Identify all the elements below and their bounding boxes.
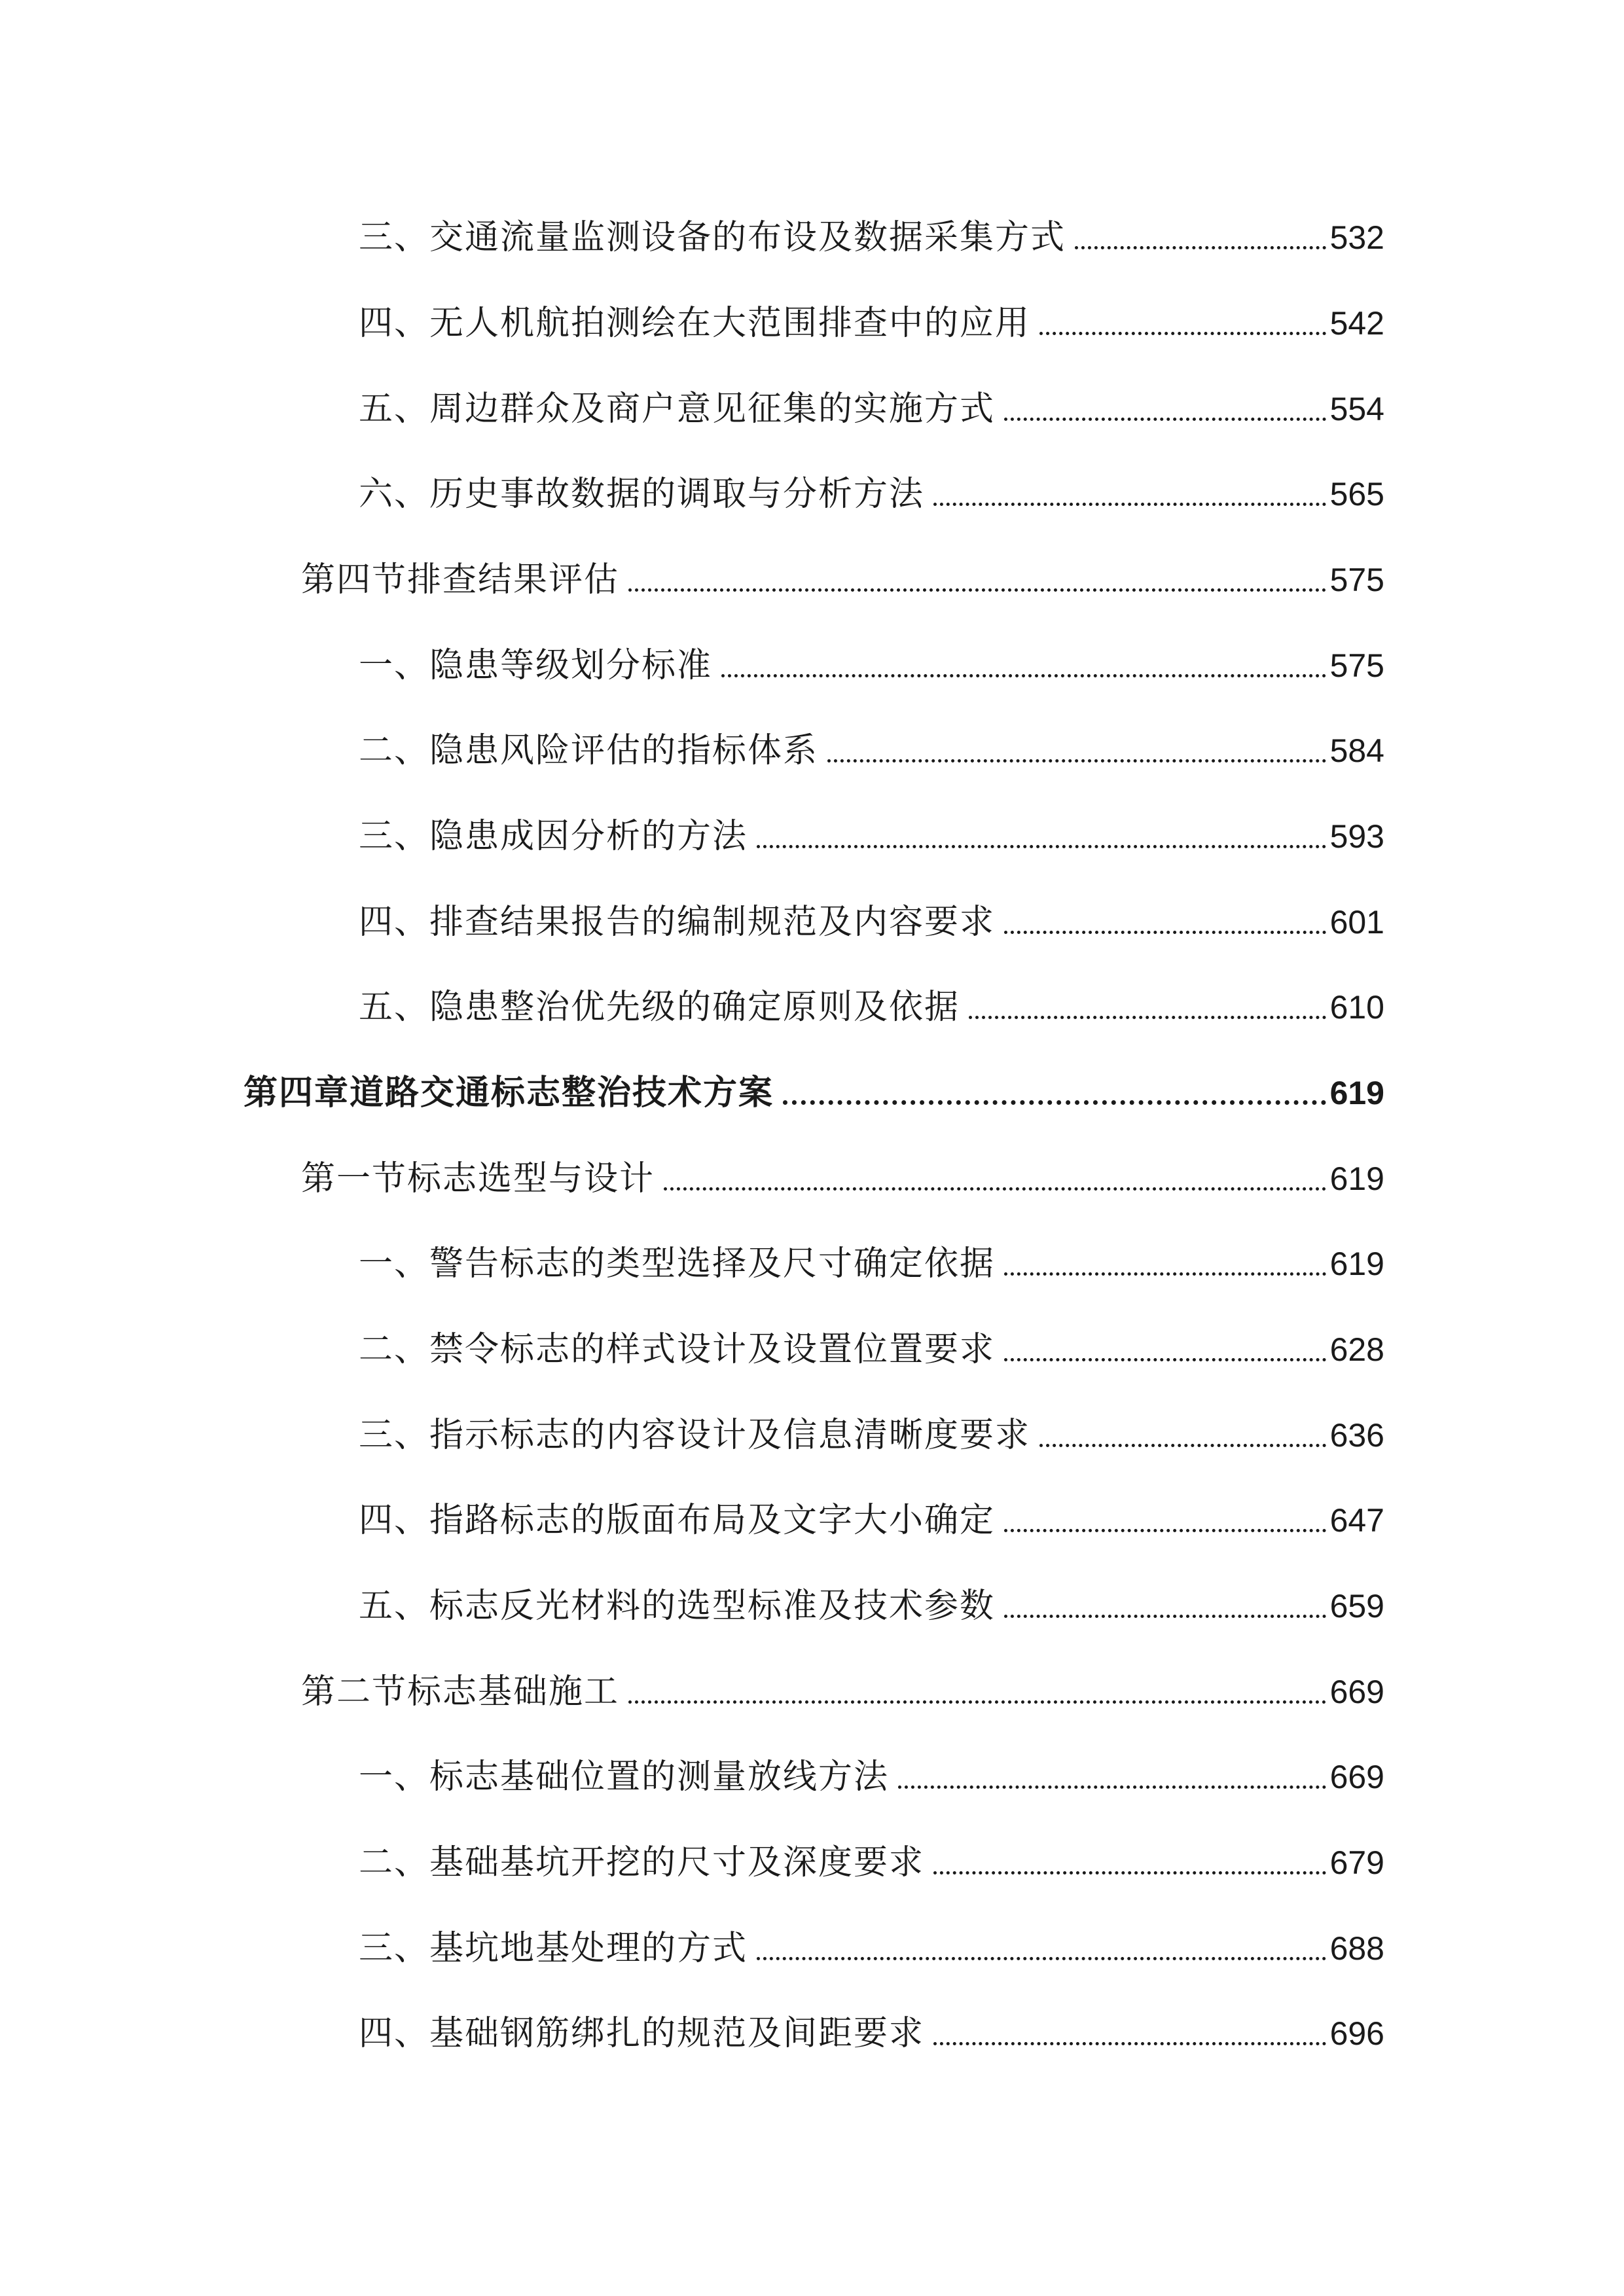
- toc-entry-page: 669: [1329, 1759, 1384, 1795]
- dot-leader: [628, 554, 1326, 606]
- dot-leader: [664, 1153, 1326, 1205]
- toc-entry-page: 610: [1329, 989, 1384, 1026]
- toc-entry-title: 一、标志基础位置的测量放线方法: [359, 1757, 890, 1797]
- toc-entry-page: 669: [1329, 1674, 1384, 1710]
- toc-entry-page: 593: [1329, 818, 1384, 855]
- toc-entry[interactable]: [359, 1494, 1384, 1547]
- toc-entry-title: 第四节排查结果评估: [301, 560, 620, 600]
- toc-entry[interactable]: [359, 981, 1384, 1033]
- toc-entry[interactable]: [359, 725, 1384, 777]
- toc-entry-page: 554: [1329, 391, 1384, 427]
- toc-entry-title: 一、警告标志的类型选择及尺寸确定依据: [359, 1244, 996, 1283]
- toc-entry-page: 619: [1329, 1246, 1384, 1282]
- toc-entry-page: 584: [1329, 732, 1384, 769]
- dot-leader: [827, 725, 1326, 777]
- toc-entry-title: 三、隐患成因分析的方法: [359, 817, 748, 856]
- toc-entry-title: 三、交通流量监测设备的布设及数据采集方式: [359, 218, 1066, 257]
- toc-entry[interactable]: [301, 554, 1384, 606]
- toc-entry-title: 二、隐患风险评估的指标体系: [359, 731, 819, 770]
- dot-leader: [933, 1837, 1326, 1889]
- toc-entry-title: 四、基础钢筋绑扎的规范及间距要求: [359, 2014, 925, 2053]
- toc-entry-title: 三、指示标志的内容设计及信息清晰度要求: [359, 1416, 1031, 1455]
- dot-leader: [1004, 1494, 1326, 1547]
- toc-entry[interactable]: [359, 1922, 1384, 1975]
- toc-entry-page: 575: [1329, 562, 1384, 598]
- toc-entry-page: 647: [1329, 1502, 1384, 1539]
- toc-entry-page: 619: [1329, 1160, 1384, 1197]
- dot-leader: [933, 2007, 1326, 2060]
- toc-entry-title: 六、历史事故数据的调取与分析方法: [359, 475, 925, 514]
- toc-entry-title: 二、禁令标志的样式设计及设置位置要求: [359, 1330, 996, 1369]
- toc-entry[interactable]: [359, 896, 1384, 948]
- toc-entry-page: 659: [1329, 1588, 1384, 1624]
- toc-entry[interactable]: [359, 1323, 1384, 1376]
- toc-entry[interactable]: [359, 2007, 1384, 2060]
- dot-leader: [757, 1922, 1326, 1975]
- dot-leader: [628, 1666, 1326, 1718]
- toc-entry[interactable]: [301, 1153, 1384, 1205]
- toc-entry-page: 532: [1329, 219, 1384, 256]
- dot-leader: [1039, 1409, 1326, 1462]
- dot-leader: [783, 1067, 1326, 1119]
- toc-entry-title: 五、隐患整治优先级的确定原则及依据: [359, 988, 960, 1027]
- toc-entry[interactable]: [359, 468, 1384, 520]
- toc-entry[interactable]: [359, 1238, 1384, 1290]
- toc-entry[interactable]: [359, 1837, 1384, 1889]
- toc-entry-title: 第一节标志选型与设计: [301, 1159, 655, 1198]
- dot-leader: [933, 468, 1326, 520]
- dot-leader: [721, 639, 1326, 692]
- toc-entry[interactable]: [359, 297, 1384, 350]
- toc-entry[interactable]: [359, 1751, 1384, 1803]
- toc-entry[interactable]: [359, 1409, 1384, 1462]
- toc-entry-chapter[interactable]: [244, 1067, 1384, 1119]
- dot-leader: [1004, 1238, 1326, 1290]
- dot-leader: [969, 981, 1326, 1033]
- toc-entry-title: 五、周边群众及商户意见征集的实施方式: [359, 389, 996, 429]
- toc-entry-page: 619: [1329, 1075, 1384, 1111]
- toc-entry-title: 四、指路标志的版面布局及文字大小确定: [359, 1501, 996, 1540]
- toc-entry-page: 565: [1329, 476, 1384, 512]
- toc-entry-title: 四、无人机航拍测绘在大范围排查中的应用: [359, 304, 1031, 343]
- toc-entry-title: 一、隐患等级划分标准: [359, 646, 713, 685]
- toc-entry-page: 636: [1329, 1417, 1384, 1454]
- toc-entry-page: 688: [1329, 1930, 1384, 1967]
- dot-leader: [1039, 297, 1326, 350]
- toc-entry[interactable]: [359, 383, 1384, 435]
- dot-leader: [1004, 1323, 1326, 1376]
- toc-entry[interactable]: [301, 1666, 1384, 1718]
- dot-leader: [757, 810, 1326, 863]
- dot-leader: [1004, 896, 1326, 948]
- toc-entry-page: 542: [1329, 305, 1384, 342]
- toc-entry-title: 第二节标志基础施工: [301, 1672, 620, 1712]
- toc-entry-title: 四、排查结果报告的编制规范及内容要求: [359, 903, 996, 942]
- toc-entry-page: 696: [1329, 2015, 1384, 2052]
- toc-entry-title: 第四章道路交通标志整治技术方案: [244, 1073, 774, 1113]
- dot-leader: [1004, 383, 1326, 435]
- dot-leader: [1004, 1580, 1326, 1632]
- dot-leader: [1075, 211, 1326, 264]
- dot-leader: [898, 1751, 1326, 1803]
- toc-entry[interactable]: [359, 810, 1384, 863]
- toc-entry-title: 五、标志反光材料的选型标准及技术参数: [359, 1587, 996, 1626]
- toc-entry[interactable]: [359, 639, 1384, 692]
- toc-entry-title: 二、基础基坑开挖的尺寸及深度要求: [359, 1843, 925, 1882]
- toc-entry-page: 601: [1329, 904, 1384, 941]
- toc-entry-page: 679: [1329, 1844, 1384, 1881]
- toc-entry-page: 628: [1329, 1331, 1384, 1368]
- toc-entry-page: 575: [1329, 647, 1384, 684]
- toc-entry[interactable]: [359, 1580, 1384, 1632]
- toc-entry[interactable]: [359, 211, 1384, 264]
- toc-entry-title: 三、基坑地基处理的方式: [359, 1929, 748, 1968]
